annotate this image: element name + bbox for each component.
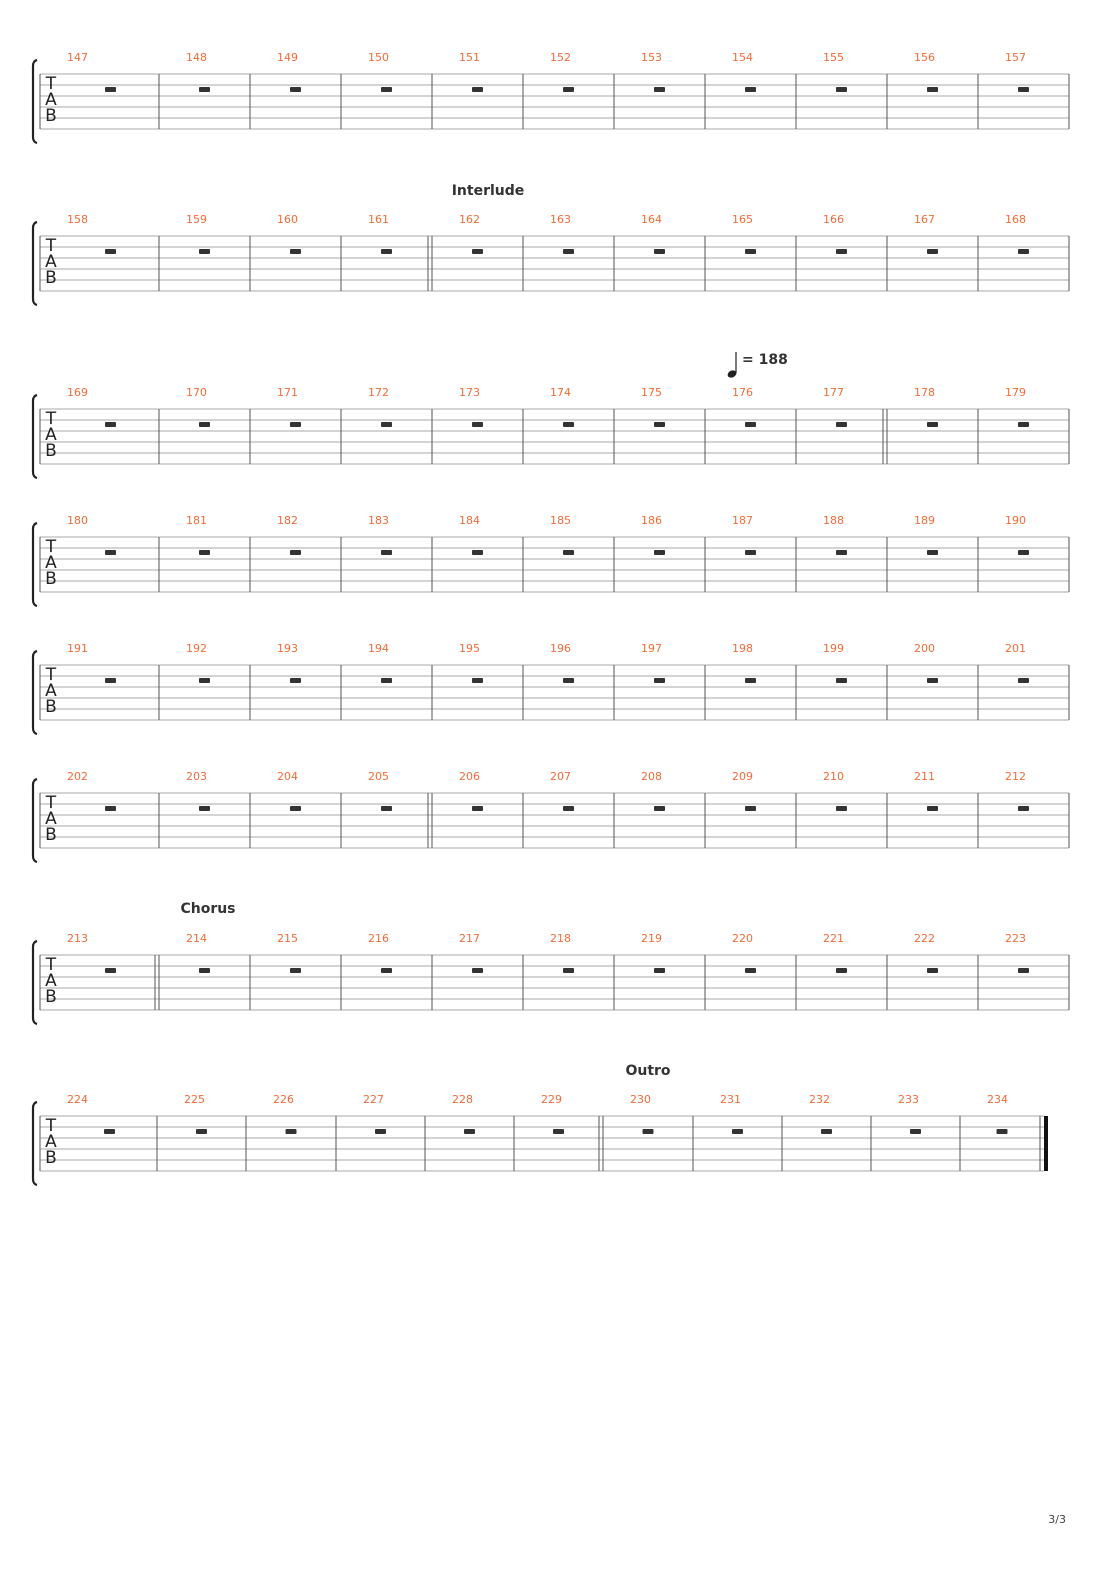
- whole-rest: [1018, 422, 1029, 427]
- whole-rest: [472, 550, 483, 555]
- measure-number: 214: [186, 932, 207, 945]
- section-label: Interlude: [451, 183, 525, 199]
- measure-number: 176: [732, 386, 753, 399]
- whole-rest: [105, 806, 116, 811]
- whole-rest: [1018, 968, 1029, 973]
- tab-clef-a: A: [45, 809, 57, 829]
- tab-clef-t: T: [45, 409, 57, 429]
- tab-clef-a: A: [45, 553, 57, 573]
- measure-number: 191: [67, 642, 88, 655]
- measure-number: 234: [987, 1093, 1008, 1106]
- whole-rest: [375, 1129, 386, 1134]
- whole-rest: [381, 550, 392, 555]
- tab-clef-a: A: [45, 1132, 57, 1152]
- whole-rest: [196, 1129, 207, 1134]
- whole-rest: [290, 550, 301, 555]
- measure-number: 188: [823, 514, 844, 527]
- measure-number: 166: [823, 213, 844, 226]
- system-bracket: [33, 779, 37, 862]
- whole-rest: [199, 87, 210, 92]
- measure-number: 150: [368, 51, 389, 64]
- measure-number: 180: [67, 514, 88, 527]
- measure-number: 178: [914, 386, 935, 399]
- tab-clef-a: A: [45, 971, 57, 991]
- tab-system: [33, 1063, 1048, 1185]
- tab-clef-t: T: [45, 537, 57, 557]
- measure-number: 181: [186, 514, 207, 527]
- measure-number: 221: [823, 932, 844, 945]
- whole-rest: [910, 1129, 921, 1134]
- whole-rest: [927, 422, 938, 427]
- whole-rest: [290, 678, 301, 683]
- measure-number: 172: [368, 386, 389, 399]
- whole-rest: [836, 249, 847, 254]
- whole-rest: [563, 968, 574, 973]
- measure-number: 190: [1005, 514, 1026, 527]
- measure-number: 223: [1005, 932, 1026, 945]
- whole-rest: [745, 678, 756, 683]
- measure-number: 202: [67, 770, 88, 783]
- tab-clef-t: T: [45, 955, 57, 975]
- measure-number: 192: [186, 642, 207, 655]
- measure-number: 232: [809, 1093, 830, 1106]
- tab-clef-b: B: [45, 1148, 57, 1168]
- measure-number: 231: [720, 1093, 741, 1106]
- measure-number: 173: [459, 386, 480, 399]
- tab-clef-b: B: [45, 987, 57, 1007]
- whole-rest: [563, 678, 574, 683]
- whole-rest: [745, 550, 756, 555]
- measure-number: 207: [550, 770, 571, 783]
- tab-clef-a: A: [45, 90, 57, 110]
- measure-number: 225: [184, 1093, 205, 1106]
- whole-rest: [105, 87, 116, 92]
- tempo-text: = 188: [742, 352, 788, 368]
- whole-rest: [654, 678, 665, 683]
- measure-number: 224: [67, 1093, 88, 1106]
- whole-rest: [563, 550, 574, 555]
- measure-number: 227: [363, 1093, 384, 1106]
- whole-rest: [105, 968, 116, 973]
- whole-rest: [1018, 806, 1029, 811]
- measure-number: 195: [459, 642, 480, 655]
- whole-rest: [927, 550, 938, 555]
- whole-rest: [472, 249, 483, 254]
- measure-number: 167: [914, 213, 935, 226]
- whole-rest: [381, 678, 392, 683]
- whole-rest: [654, 422, 665, 427]
- whole-rest: [927, 806, 938, 811]
- system-bracket: [33, 651, 37, 734]
- system-bracket: [33, 523, 37, 606]
- whole-rest: [290, 87, 301, 92]
- whole-rest: [563, 87, 574, 92]
- measure-number: 218: [550, 932, 571, 945]
- measure-number: 161: [368, 213, 389, 226]
- measure-number: 205: [368, 770, 389, 783]
- measure-number: 229: [541, 1093, 562, 1106]
- system-bracket: [33, 395, 37, 478]
- tab-system: [33, 183, 1069, 305]
- whole-rest: [927, 249, 938, 254]
- whole-rest: [654, 806, 665, 811]
- measure-number: 171: [277, 386, 298, 399]
- measure-number: 155: [823, 51, 844, 64]
- whole-rest: [199, 249, 210, 254]
- whole-rest: [927, 968, 938, 973]
- tab-clef-t: T: [45, 793, 57, 813]
- tab-clef-b: B: [45, 697, 57, 717]
- measure-number: 164: [641, 213, 662, 226]
- whole-rest: [286, 1129, 297, 1134]
- measure-number: 185: [550, 514, 571, 527]
- measure-number: 215: [277, 932, 298, 945]
- whole-rest: [472, 968, 483, 973]
- whole-rest: [654, 87, 665, 92]
- whole-rest: [199, 422, 210, 427]
- tempo-marking: [726, 352, 787, 379]
- measure-number: 154: [732, 51, 753, 64]
- whole-rest: [745, 968, 756, 973]
- whole-rest: [563, 422, 574, 427]
- tab-clef-a: A: [45, 425, 57, 445]
- whole-rest: [1018, 87, 1029, 92]
- whole-rest: [836, 87, 847, 92]
- whole-rest: [732, 1129, 743, 1134]
- whole-rest: [654, 249, 665, 254]
- measure-number: 201: [1005, 642, 1026, 655]
- measure-number: 175: [641, 386, 662, 399]
- measure-number: 206: [459, 770, 480, 783]
- measure-number: 196: [550, 642, 571, 655]
- whole-rest: [553, 1129, 564, 1134]
- measure-number: 212: [1005, 770, 1026, 783]
- measure-number: 159: [186, 213, 207, 226]
- measure-number: 230: [630, 1093, 651, 1106]
- system-bracket: [33, 941, 37, 1024]
- whole-rest: [927, 87, 938, 92]
- measure-number: 157: [1005, 51, 1026, 64]
- measure-number: 168: [1005, 213, 1026, 226]
- measure-number: 148: [186, 51, 207, 64]
- whole-rest: [927, 678, 938, 683]
- measure-number: 203: [186, 770, 207, 783]
- whole-rest: [643, 1129, 654, 1134]
- measure-number: 160: [277, 213, 298, 226]
- whole-rest: [381, 249, 392, 254]
- whole-rest: [199, 550, 210, 555]
- whole-rest: [1018, 550, 1029, 555]
- whole-rest: [472, 806, 483, 811]
- measure-number: 183: [368, 514, 389, 527]
- measure-number: 165: [732, 213, 753, 226]
- section-label: Outro: [625, 1063, 671, 1079]
- whole-rest: [105, 678, 116, 683]
- measure-number: 209: [732, 770, 753, 783]
- measure-number: 147: [67, 51, 88, 64]
- measure-number: 179: [1005, 386, 1026, 399]
- measure-number: 156: [914, 51, 935, 64]
- tab-system: [33, 901, 1069, 1024]
- measure-number: 184: [459, 514, 480, 527]
- whole-rest: [381, 422, 392, 427]
- measure-number: 200: [914, 642, 935, 655]
- whole-rest: [290, 249, 301, 254]
- page-number: 3/3: [1048, 1513, 1066, 1526]
- tab-system: [33, 514, 1069, 606]
- system-bracket: [33, 60, 37, 143]
- tab-system: [33, 770, 1069, 862]
- tab-clef-b: B: [45, 268, 57, 288]
- measure-number: 169: [67, 386, 88, 399]
- tab-clef-b: B: [45, 825, 57, 845]
- whole-rest: [821, 1129, 832, 1134]
- measure-number: 233: [898, 1093, 919, 1106]
- whole-rest: [745, 87, 756, 92]
- measure-number: 158: [67, 213, 88, 226]
- tab-clef-t: T: [45, 1116, 57, 1136]
- whole-rest: [464, 1129, 475, 1134]
- whole-rest: [836, 422, 847, 427]
- tab-clef-b: B: [45, 569, 57, 589]
- whole-rest: [836, 550, 847, 555]
- whole-rest: [104, 1129, 115, 1134]
- measure-number: 177: [823, 386, 844, 399]
- measure-number: 222: [914, 932, 935, 945]
- measure-number: 152: [550, 51, 571, 64]
- measure-number: 220: [732, 932, 753, 945]
- measure-number: 162: [459, 213, 480, 226]
- measure-number: 226: [273, 1093, 294, 1106]
- measure-number: 210: [823, 770, 844, 783]
- whole-rest: [381, 968, 392, 973]
- whole-rest: [290, 968, 301, 973]
- whole-rest: [745, 422, 756, 427]
- measure-number: 199: [823, 642, 844, 655]
- section-label: Chorus: [180, 901, 236, 917]
- tab-clef-t: T: [45, 236, 57, 256]
- whole-rest: [290, 422, 301, 427]
- whole-rest: [745, 806, 756, 811]
- measure-number: 219: [641, 932, 662, 945]
- measure-number: 151: [459, 51, 480, 64]
- whole-rest: [997, 1129, 1008, 1134]
- measure-number: 149: [277, 51, 298, 64]
- tab-clef-t: T: [45, 74, 57, 94]
- measure-number: 153: [641, 51, 662, 64]
- whole-rest: [105, 422, 116, 427]
- measure-number: 194: [368, 642, 389, 655]
- whole-rest: [654, 968, 665, 973]
- tab-system: [33, 51, 1069, 143]
- measure-number: 186: [641, 514, 662, 527]
- measure-number: 170: [186, 386, 207, 399]
- tab-system: [33, 386, 1069, 478]
- whole-rest: [472, 87, 483, 92]
- tab-clef-b: B: [45, 441, 57, 461]
- system-bracket: [33, 222, 37, 305]
- measure-number: 193: [277, 642, 298, 655]
- tab-system: [33, 642, 1069, 734]
- whole-rest: [472, 422, 483, 427]
- whole-rest: [1018, 678, 1029, 683]
- tab-clef-b: B: [45, 106, 57, 126]
- whole-rest: [199, 806, 210, 811]
- whole-rest: [199, 968, 210, 973]
- measure-number: 197: [641, 642, 662, 655]
- final-barline-thick: [1044, 1116, 1048, 1171]
- whole-rest: [836, 806, 847, 811]
- measure-number: 213: [67, 932, 88, 945]
- whole-rest: [563, 806, 574, 811]
- measure-number: 211: [914, 770, 935, 783]
- measure-number: 187: [732, 514, 753, 527]
- whole-rest: [290, 806, 301, 811]
- measure-number: 217: [459, 932, 480, 945]
- whole-rest: [836, 678, 847, 683]
- whole-rest: [381, 806, 392, 811]
- measure-number: 174: [550, 386, 571, 399]
- whole-rest: [105, 249, 116, 254]
- measure-number: 189: [914, 514, 935, 527]
- whole-rest: [654, 550, 665, 555]
- measure-number: 228: [452, 1093, 473, 1106]
- tab-clef-a: A: [45, 252, 57, 272]
- whole-rest: [745, 249, 756, 254]
- measure-number: 216: [368, 932, 389, 945]
- tab-clef-t: T: [45, 665, 57, 685]
- measure-number: 198: [732, 642, 753, 655]
- whole-rest: [472, 678, 483, 683]
- whole-rest: [199, 678, 210, 683]
- measure-number: 208: [641, 770, 662, 783]
- whole-rest: [1018, 249, 1029, 254]
- whole-rest: [836, 968, 847, 973]
- measure-number: 204: [277, 770, 298, 783]
- measure-number: 163: [550, 213, 571, 226]
- whole-rest: [105, 550, 116, 555]
- system-bracket: [33, 1102, 37, 1185]
- whole-rest: [563, 249, 574, 254]
- whole-rest: [381, 87, 392, 92]
- measure-number: 182: [277, 514, 298, 527]
- tab-clef-a: A: [45, 681, 57, 701]
